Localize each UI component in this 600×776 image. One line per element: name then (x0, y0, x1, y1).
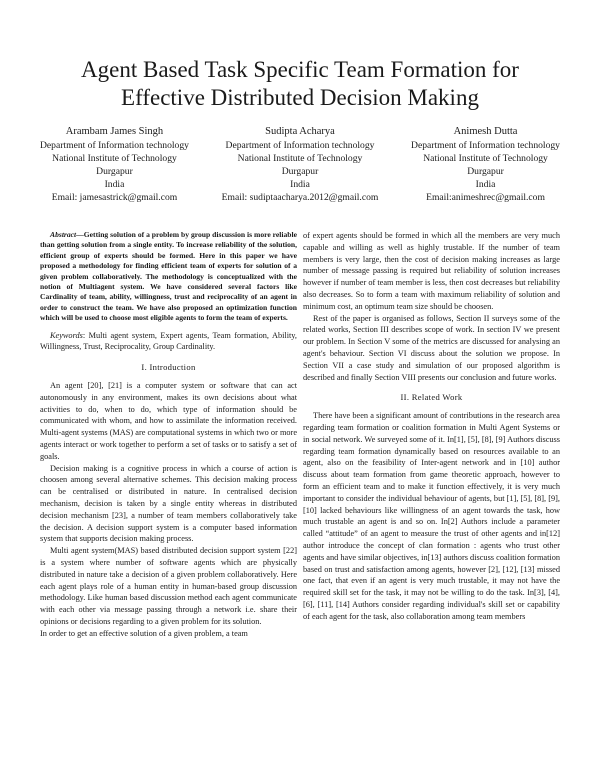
intro-paragraph-3: Multi agent system(MAS) based distributed decision support system [22] is a system where number of software agents which are physically distributed in nature take a decision of a given problem collaboratively. Here each agent plays role of a human entity in human-based group discussion methodology. Like human based discussion method each agent communicate with each other via message passing through a network i.e. share their opinions or decisions regarding to a given problem for its solution. (40, 546, 297, 626)
author-3 (411, 125, 560, 204)
author-email: Email: jamesastrick@gmail.com (51, 192, 178, 203)
author-name: Arambam James Singh (65, 126, 164, 137)
title-line-2: Effective Distributed Decision Making (121, 85, 479, 110)
abstract (40, 230, 297, 324)
keywords-label: Keywords (50, 330, 83, 340)
author-block (40, 125, 560, 204)
author-inst: National Institute of Technology (52, 153, 177, 164)
abstract-text: —Getting solution of a problem by group discussion is more reliable than getting solution from a single entity. To increase reliability of the solution, efficient group of experts should be formed. Here in this paper we have proposed a methodology for finding efficient team of experts for solution of a given problem collaboratively. The methodology is conceptualized with the notion of Multiagent system. We have considered several factors like Cardinality of team, ability, willingness, trust and reciprocality of an agent in order to construct the team. We have also proposed an optimization function which will be used to choose most eligible agents to form the team of experts. (40, 230, 297, 323)
intro-paragraph-4: In order to get an effective solution of a given problem, a team (40, 628, 248, 638)
organisation-paragraph: Rest of the paper is organised as follows, Section II surveys some of the related works, Section III describes scope of work. In section IV we present our problem. In Section V some of the metrics are discussed for analysing an agent's behaviour. Section VI discuss about the solution we propose. In Section VII a case study and simulation of our proposed algorithm is described and finally Section VIII presents our conclusion and future works. (303, 313, 560, 382)
author-city: Durgapur (281, 166, 319, 177)
keywords-text: : Multi agent system, Expert agents, Team formation, Ability, Willingness, Trust, Reciprocality, Group Cardinality. (40, 330, 297, 352)
author-2 (222, 125, 379, 204)
author-inst: National Institute of Technology (237, 153, 363, 164)
keywords (40, 330, 297, 354)
abstract-label: Abstract (50, 230, 77, 239)
intro-paragraph-1: An agent [20], [21] is a computer system or software that can act autonomously in any environment, makes its own decisions about what activities to do, when to do, which type of information should be communicated with whom, and how to assimilate the information received. Multi-agent systems (MAS) are computational systems in which two or more agents interact or work together to perform a set of tasks or to satisfy a set of goals. (40, 381, 297, 461)
intro-paragraph-2: Decision making is a cognitive process in which a course of action is choosen among several alternative schemes. This decision making process can be centralised or distributed in nature. In centralised decision mechanism, decision is taken by a single entity whereas in distributed decision mechanism [23], a number of team members collaboratively take the decision. A decision support system is a computer based information system that supports decision making process. (40, 463, 297, 544)
left-column (40, 230, 297, 640)
author-name: Animesh Dutta (453, 126, 518, 137)
author-country: India (475, 179, 496, 190)
author-name: Sudipta Acharya (265, 126, 335, 137)
related-work-paragraph: There have been a significant amount of contributions in the research area regarding team formation or coalition formation in Multi Agent Systems or in social network. We surveyed some of it. In[1], [5], [8], [9] Authors discuss regarding team formation dynamically based on resources available to an agent, also on the feasibility of Inter-agent network and in [10] author discuss about team formation from game theoretic approach, however to form an efficient team and to make it function effectively, it is very much important to consider the individual behaviour of agents, but [1], [5], [8], [9], [10] lacked behaviours like willingness of an agent towards the task, how much trustable an agent is and so on. In[2] Authors include a parameter called “attitude” of an agent to measure the trust of other agents and in[12] author introduce the concept of clan formation : agents who trust other agents and have similar objectives, in[13] authors discuss coalition formation based on trust and satisfaction among agents, however [2], [12], [13] missed one fact, that even if an agent is very much trustable, it may not have the required skill set for the task, it may not be willing to do the task. In[3], [4], [6], [11], [14] Authors consider regarding individual's skill set or capability of each agent for the task, also collaboration among team members (303, 411, 560, 621)
author-inst: National Institute of Technology (423, 153, 548, 164)
author-country: India (104, 179, 125, 190)
author-dept: Department of Information technology (40, 140, 189, 151)
author-dept: Department of Information technology (225, 140, 375, 151)
author-city: Durgapur (467, 166, 504, 177)
author-1 (40, 125, 189, 204)
author-city: Durgapur (96, 166, 133, 177)
title-line-1: Agent Based Task Specific Team Formation for (81, 57, 519, 82)
intro-continued-paragraph: of expert agents should be formed in which all the members are very much capable and willing as well as highly trustable. If the number of team members is very large, then the cost of decision making increases as large number of message passing is required but reliability of solution increases however if number of team member is less, then cost decreases but reliability also decreases. So to form a team with maximum reliability of solution and minimum cost, an optimum team size should be choosen. (303, 231, 560, 311)
author-country: India (290, 179, 310, 190)
section-heading-related-work: II. Related Work (400, 392, 463, 403)
author-email: Email:animeshrec@gmail.com (426, 192, 545, 203)
author-dept: Department of Information technology (411, 140, 560, 151)
paper-title (40, 56, 560, 112)
section-heading-introduction: I. Introduction (141, 362, 196, 373)
author-email: Email: sudiptaacharya.2012@gmail.com (221, 192, 379, 203)
right-column (303, 230, 560, 623)
